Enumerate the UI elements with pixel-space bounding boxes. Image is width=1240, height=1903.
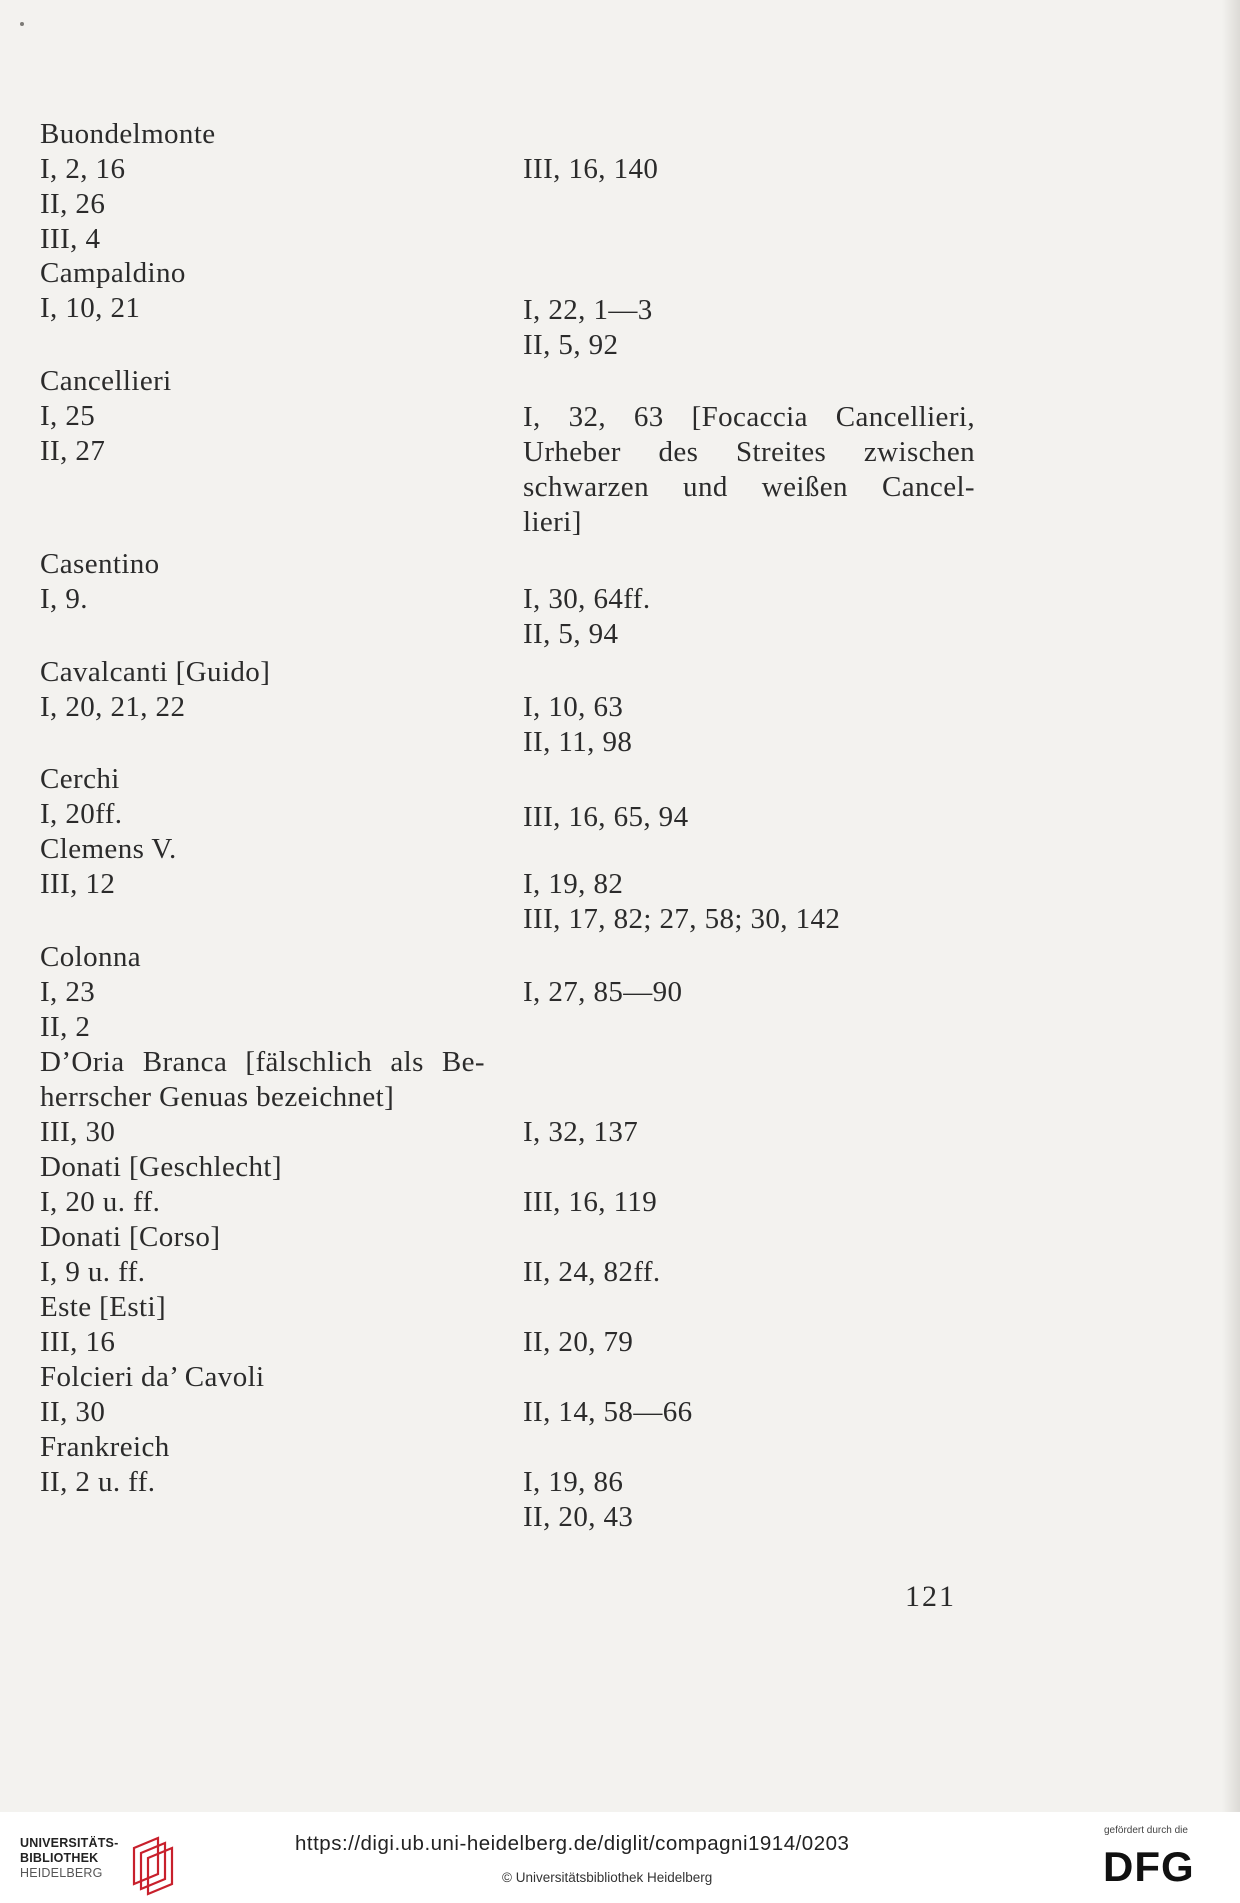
index-citation: II, 20, 43 — [523, 1501, 634, 1533]
index-entry: Donati [Geschlecht] — [40, 1151, 282, 1183]
index-reference: I, 25 — [40, 400, 96, 432]
index-entry: Cavalcanti [Guido] — [40, 656, 271, 688]
index-entry: Casentino — [40, 548, 160, 580]
index-citation-note: Urheber des Streites zwischen — [523, 436, 975, 468]
index-citation: I, 10, 63 — [523, 691, 624, 723]
index-reference: II, 2 u. ff. — [40, 1466, 156, 1498]
index-citation: II, 11, 98 — [523, 726, 633, 758]
index-reference: I, 23 — [40, 976, 96, 1008]
scan-speck — [20, 22, 24, 26]
university-library-logo — [20, 1834, 180, 1894]
index-citation: II, 5, 92 — [523, 329, 619, 361]
library-logo-line: UNIVERSITÄTS- — [20, 1836, 119, 1850]
index-entry: Campaldino — [40, 257, 186, 289]
index-citation: III, 16, 65, 94 — [523, 801, 689, 833]
index-citation: II, 14, 58—66 — [523, 1396, 693, 1428]
index-reference: I, 20ff. — [40, 798, 123, 830]
digitization-footer — [0, 1812, 1240, 1903]
index-entry: Este [Esti] — [40, 1291, 167, 1323]
index-entry: Donati [Corso] — [40, 1221, 221, 1253]
index-citation: I, 19, 82 — [523, 868, 624, 900]
index-citation: III, 16, 140 — [523, 153, 659, 185]
index-reference: I, 10, 21 — [40, 292, 141, 324]
index-citation: III, 16, 119 — [523, 1186, 658, 1218]
index-reference: III, 12 — [40, 868, 116, 900]
index-reference: III, 4 — [40, 223, 101, 255]
index-citation: I, 30, 64ff. — [523, 583, 651, 615]
index-entry: Clemens V. — [40, 833, 177, 865]
index-citation: II, 5, 94 — [523, 618, 619, 650]
page-edge-shadow — [1222, 0, 1240, 1812]
index-reference: II, 27 — [40, 435, 106, 467]
index-entry: Cancellieri — [40, 365, 172, 397]
copyright-notice: © Universitätsbibliothek Heidelberg — [502, 1870, 713, 1885]
index-reference: II, 30 — [40, 1396, 106, 1428]
index-reference: I, 9 u. ff. — [40, 1256, 146, 1288]
index-reference: I, 20 u. ff. — [40, 1186, 161, 1218]
dfg-logo: DFG — [1103, 1843, 1195, 1890]
index-citation: I, 19, 86 — [523, 1466, 624, 1498]
index-entry: Cerchi — [40, 763, 120, 795]
index-citation: I, 32, 137 — [523, 1116, 639, 1148]
index-citation-note: schwarzen und weißen Cancel- — [523, 471, 975, 503]
index-citation: I, 27, 85—90 — [523, 976, 683, 1008]
page-number: 121 — [905, 1580, 956, 1613]
index-citation: II, 24, 82ff. — [523, 1256, 661, 1288]
index-citation: I, 32, 63 [Focaccia Cancellieri, — [523, 401, 975, 433]
index-entry: Folcieri da’ Cavoli — [40, 1361, 265, 1393]
index-entry: Frankreich — [40, 1431, 170, 1463]
index-reference: I, 9. — [40, 583, 88, 615]
index-entry: D’Oria Branca [fälschlich als Be- — [40, 1046, 485, 1078]
index-reference: III, 16 — [40, 1326, 116, 1358]
index-reference: I, 2, 16 — [40, 153, 126, 185]
index-reference: II, 2 — [40, 1011, 91, 1043]
index-reference: II, 26 — [40, 188, 106, 220]
index-citation-note: lieri] — [523, 506, 582, 538]
index-citation: II, 20, 79 — [523, 1326, 634, 1358]
funding-caption: gefördert durch die — [1104, 1825, 1188, 1836]
index-citation: III, 17, 82; 27, 58; 30, 142 — [523, 903, 841, 935]
index-entry: Colonna — [40, 941, 142, 973]
index-citation: I, 22, 1—3 — [523, 294, 653, 326]
index-reference: III, 30 — [40, 1116, 116, 1148]
index-entry: Buondelmonte — [40, 118, 216, 150]
index-entry-continued: herrscher Genuas bezeichnet] — [40, 1081, 395, 1113]
library-logo-line: BIBLIOTHEK — [20, 1851, 99, 1865]
library-emblem-icon — [128, 1834, 178, 1896]
index-reference: I, 20, 21, 22 — [40, 691, 186, 723]
permalink-url[interactable]: https://digi.ub.uni-heidelberg.de/diglit/compagni1914/0203 — [295, 1832, 850, 1855]
library-logo-line: HEIDELBERG — [20, 1866, 103, 1880]
